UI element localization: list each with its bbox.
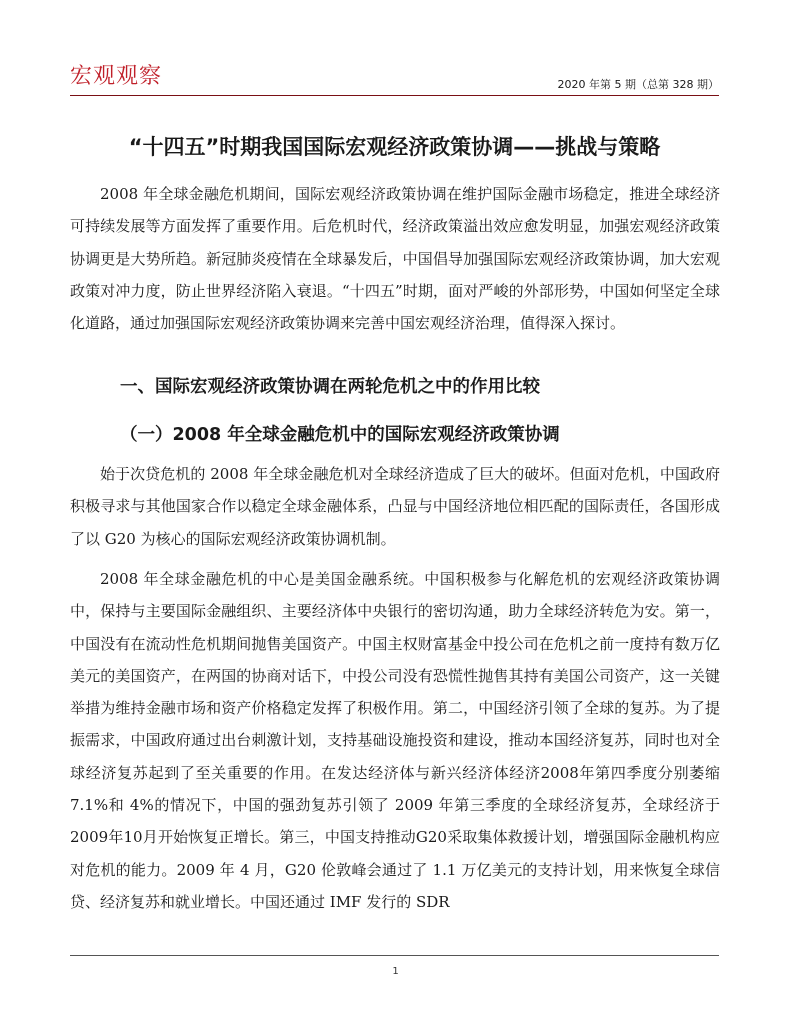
page-number: 1 [392, 966, 399, 977]
issue-number: 2020 年第 5 期（总第 328 期） [557, 78, 719, 91]
intro-paragraph: 2008 年全球金融危机期间，国际宏观经济政策协调在维护国际金融市场稳定，推进全球经济可持续发展等方面发挥了重要作用。后危机时代，经济政策溢出效应愈发明显，加强宏观经济政策协调更是大势所趋。新冠肺炎疫情在全球暴发后，中国倡导加强国际宏观经济政策协调，加大宏观政策对冲力度，防止世界经济陷入衰退。“十四五”时期，面对严峻的外部形势，中国如何坚定全球化道路，通过加强国际宏观经济政策协调来完善中国宏观经济治理，值得深入探讨。 [70, 185, 720, 333]
footer-divider [70, 955, 719, 956]
header-divider [70, 95, 719, 96]
publication-brand: 宏观观察 [70, 64, 163, 89]
body-paragraph-2: 2008 年全球金融危机的中心是美国金融系统。中国积极参与化解危机的宏观经济政策协调中，保持与主要国际金融组织、主要经济体中央银行的密切沟通，助力全球经济转危为安。第一，中国没有在流动性危机期间抛售美国资产。中国主权财富基金中投公司在危机之前一度持有数万亿美元的美国资产，在两国的协商对话下，中投公司没有恐慌性抛售其持有美国公司资产，这一关键举措为维持金融市场和资产价格稳定发挥了积极作用。第二，中国经济引领了全球的复苏。为了提振需求，中国政府通过出台刺激计划，支持基础设施投资和建设，推动本国经济复苏，同时也对全球经济复苏起到了至关重要的作用。在发达经济体与新兴经济体经济2008年第四季度分别萎缩 7.1%和 4%的情况下，中国的强劲复苏引领了 2009 年第三季度的全球经济复苏，全球经济于2009年10月开始恢复正增长。第三，中国支持推动G20采取集体救援计划，增强国际金融机构应对危机的能力。2009 年 4 月，G20 伦敦峰会通过了 1.1 万亿美元的支持计划，用来恢复全球信贷、经济复苏和就业增长。中国还通过 IMF 发行的 SDR [70, 570, 720, 911]
body-paragraph-1: 始于次贷危机的 2008 年全球金融危机对全球经济造成了巨大的破坏。但面对危机，中国政府积极寻求与其他国家合作以稳定全球金融体系，凸显与中国经济地位相匹配的国际责任，各国形成了以 G20 为核心的国际宏观经济政策协调机制。 [70, 465, 720, 548]
subsection-heading: （一）2008 年全球金融危机中的国际宏观经济政策协调 [120, 425, 560, 445]
document-title: “十四五”时期我国国际宏观经济政策协调——挑战与策略 [128, 135, 661, 159]
section-heading: 一、国际宏观经济政策协调在两轮危机之中的作用比较 [120, 377, 540, 397]
